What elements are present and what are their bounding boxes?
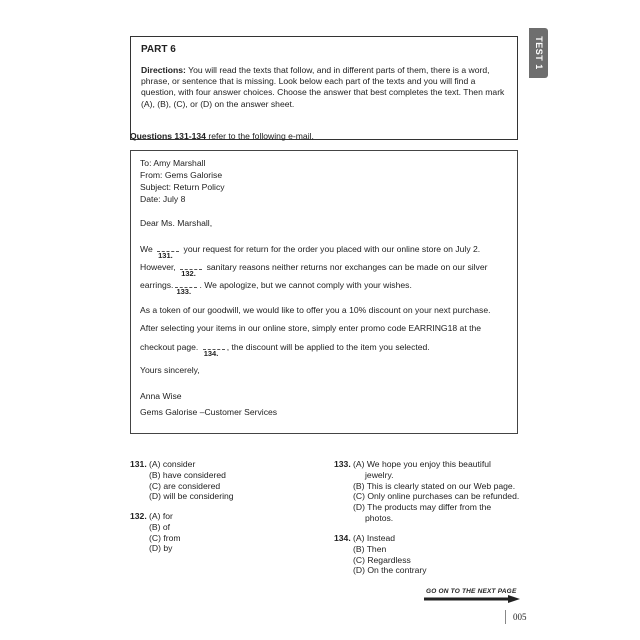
p1-l2-start: However, (140, 262, 176, 272)
p1-l1-end: your request for return for the order you placed with our online store on July 2. (183, 244, 481, 254)
directions-body: You will read the texts that follow, and in different parts of them, there is a word, phrase, or sentence that is missing. Look below each part of the texts and you will find a question, with four answer choices. Choose the answer that best completes the text. Then mark (A), (B), (C), or (D) on the answer sheet. (141, 65, 505, 109)
p1-l1-start: We (140, 244, 153, 254)
email-subject: Subject: Return Policy (140, 182, 225, 192)
option-a-continued[interactable]: jewelry. (365, 469, 394, 480)
arrow-right-icon (424, 595, 520, 603)
blank-132-number: 132. (181, 269, 196, 278)
option-b[interactable]: (B) Then (353, 543, 387, 554)
p1-l3-start: earrings. (140, 280, 174, 290)
test-tab (529, 28, 548, 78)
email-paragraph1-line1 (140, 243, 481, 260)
email-from: From: Gems Galorise (140, 170, 223, 180)
option-b[interactable]: (B) have considered (149, 469, 226, 480)
email-box (130, 150, 518, 434)
blank-133 (175, 279, 197, 296)
questions-intro (130, 131, 314, 141)
option-b[interactable]: (B) of (149, 521, 171, 532)
option-c[interactable]: (C) Regardless (353, 554, 411, 565)
p2-l3-start: checkout page. (140, 342, 199, 352)
email-paragraph2-line1: As a token of our goodwill, we would like to offer you a 10% discount on your next purchase. (140, 305, 491, 315)
question-number: 131. (130, 459, 147, 469)
option-c[interactable]: (C) are considered (149, 480, 221, 491)
page-number-divider (505, 610, 506, 624)
option-c[interactable]: (C) Only online purchases can be refunded. (353, 491, 520, 502)
question-number: 134. (334, 533, 351, 543)
directions-text (141, 65, 507, 110)
option-a[interactable]: (A) We hope you enjoy this beautiful (353, 459, 491, 469)
option-a[interactable]: (A) Instead (353, 533, 396, 543)
blank-131-number: 131. (158, 251, 173, 260)
question-number: 133. (334, 459, 351, 469)
directions-box (130, 36, 518, 140)
part-title: PART 6 (141, 44, 176, 55)
option-d[interactable]: (D) On the contrary (353, 565, 427, 576)
email-signer: Anna Wise (140, 391, 182, 401)
email-salutation: Dear Ms. Marshall, (140, 218, 213, 228)
option-d-continued[interactable]: photos. (365, 512, 394, 523)
option-d[interactable]: (D) will be considering (149, 491, 234, 502)
directions-label: Directions: (141, 65, 186, 75)
blank-131 (157, 243, 179, 260)
p2-l3-end: , the discount will be applied to the item you selected. (226, 342, 430, 352)
email-closing: Yours sincerely, (140, 365, 200, 375)
email-to: To: Amy Marshall (140, 158, 206, 168)
blank-133-number: 133. (176, 287, 192, 296)
email-paragraph2-line2: After selecting your items in our online store, simply enter promo code EARRING18 at the (140, 323, 482, 333)
option-a[interactable]: (A) for (149, 511, 173, 521)
blank-132 (180, 261, 202, 278)
option-d[interactable]: (D) The products may differ from the (353, 502, 492, 513)
page-number: 005 (513, 612, 527, 622)
option-b[interactable]: (B) This is clearly stated on our Web page. (353, 480, 516, 491)
questions-range: Questions 131-134 (130, 131, 206, 141)
email-signer-org: Gems Galorise –Customer Services (140, 407, 278, 417)
email-paragraph1-line2 (140, 261, 488, 278)
option-c[interactable]: (C) from (149, 532, 181, 543)
email-date: Date: July 8 (140, 194, 186, 204)
test-tab-label: TEST 1 (533, 36, 544, 70)
go-on-next-page (424, 588, 520, 600)
p1-l2-end: sanitary reasons neither returns nor exchanges can be made on our silver (206, 262, 488, 272)
email-paragraph2-line3 (140, 341, 430, 358)
p1-l3-end: . We apologize, but we cannot comply with your wishes. (199, 280, 412, 290)
questions-intro-rest: refer to the following e-mail. (205, 131, 314, 141)
email-paragraph1-line3 (140, 279, 412, 296)
question-number: 132. (130, 511, 147, 521)
blank-134-number: 134. (203, 349, 219, 358)
option-d[interactable]: (D) by (149, 543, 173, 554)
blank-134 (203, 341, 225, 358)
go-on-text: GO ON TO THE NEXT PAGE (426, 588, 517, 595)
option-a[interactable]: (A) consider (149, 459, 196, 469)
